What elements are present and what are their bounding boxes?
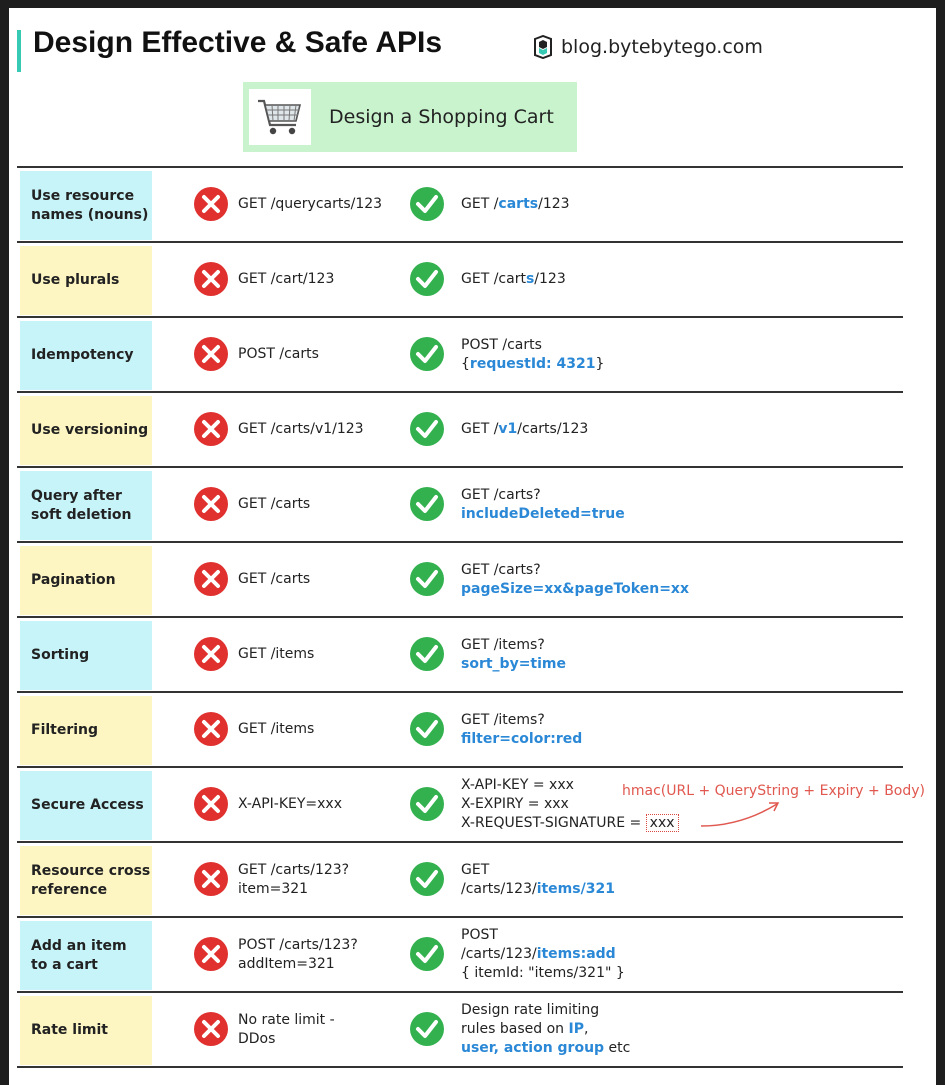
cross-icon xyxy=(193,486,229,522)
good-example xyxy=(461,468,625,541)
rule-label-line: Sorting xyxy=(31,647,90,664)
check-icon xyxy=(409,261,445,297)
bad-example xyxy=(238,468,310,541)
table-row xyxy=(17,693,903,768)
table-row xyxy=(17,243,903,318)
good-example-line xyxy=(461,926,625,945)
cross-icon xyxy=(193,936,229,972)
text-fragment: X-EXPIRY = xxx xyxy=(461,796,569,813)
check-icon xyxy=(409,1011,445,1047)
check-icon xyxy=(409,636,445,672)
good-example xyxy=(461,168,570,241)
cross-icon xyxy=(193,711,229,747)
good-example-line xyxy=(461,336,604,355)
good-example xyxy=(461,693,582,766)
annotation-arrow-icon xyxy=(697,796,797,832)
text-fragment: X-API-KEY = xxx xyxy=(461,777,574,794)
rule-label xyxy=(20,996,152,1065)
good-example-line xyxy=(461,270,566,289)
cross-icon xyxy=(193,786,229,822)
good-example xyxy=(461,243,566,316)
title-accent-bar xyxy=(17,30,21,72)
shopping-cart-icon xyxy=(256,97,304,137)
bad-example xyxy=(238,393,364,466)
good-example-line xyxy=(461,1001,630,1020)
bad-example-line: POST /carts xyxy=(238,346,319,363)
bad-example-line: addItem=321 xyxy=(238,955,335,972)
highlighted-fragment: pageSize=xx&pageToken=xx xyxy=(461,580,689,597)
table-row xyxy=(17,318,903,393)
rule-label xyxy=(20,771,152,840)
signature-value-box: xxx xyxy=(646,814,679,832)
check-icon xyxy=(409,861,445,897)
highlighted-fragment: items/321 xyxy=(536,880,615,897)
text-fragment: POST /carts xyxy=(461,336,542,353)
cross-icon xyxy=(193,411,229,447)
text-fragment: GET / xyxy=(461,421,499,438)
rule-label xyxy=(20,921,152,990)
rule-label xyxy=(20,396,152,465)
check-icon xyxy=(409,786,445,822)
good-example xyxy=(461,768,679,841)
bad-example-line: GET /carts xyxy=(238,496,311,513)
highlighted-fragment: carts xyxy=(498,196,539,213)
table-row xyxy=(17,918,903,993)
bad-example xyxy=(238,843,349,916)
rule-label-line: Use versioning xyxy=(31,422,149,439)
text-fragment: GET / xyxy=(461,196,499,213)
rule-label xyxy=(20,546,152,615)
bad-example-line: No rate limit - xyxy=(238,1011,335,1028)
table-row xyxy=(17,393,903,468)
api-rules-table xyxy=(17,166,925,1068)
rule-label-line: Use resource xyxy=(31,188,135,205)
highlighted-fragment: IP xyxy=(568,1021,584,1038)
rule-label-line: to a cart xyxy=(31,956,98,973)
highlighted-fragment: requestId: 4321 xyxy=(469,355,596,372)
check-icon xyxy=(409,186,445,222)
bad-example xyxy=(238,618,314,691)
bad-example-line: POST /carts/123? xyxy=(238,936,358,953)
check-icon xyxy=(409,486,445,522)
bad-example-line: GET /items xyxy=(238,646,315,663)
rule-label xyxy=(20,471,152,540)
text-fragment: } xyxy=(595,355,605,372)
good-example-line xyxy=(461,945,625,964)
rule-label-line: names (nouns) xyxy=(31,206,149,223)
infographic xyxy=(9,8,936,1085)
text-fragment: { xyxy=(461,355,470,372)
text-fragment: GET /items? xyxy=(461,636,545,653)
bad-example xyxy=(238,243,334,316)
bad-example xyxy=(238,768,342,841)
shopping-cart-icon-box xyxy=(249,89,311,145)
rule-label-line: Rate limit xyxy=(31,1022,108,1039)
bad-example xyxy=(238,168,382,241)
good-example-line xyxy=(461,1039,630,1058)
bad-example-line: GET /querycarts/123 xyxy=(238,196,383,213)
good-example xyxy=(461,918,625,991)
rule-label xyxy=(20,846,152,915)
cross-icon xyxy=(193,186,229,222)
rule-label xyxy=(20,696,152,765)
cross-icon xyxy=(193,336,229,372)
good-example-line xyxy=(461,636,566,655)
text-fragment: POST xyxy=(461,927,498,944)
rule-label-line: Resource cross xyxy=(31,863,151,880)
rule-label-line: Secure Access xyxy=(31,797,144,814)
good-example-line xyxy=(461,711,582,730)
cross-icon xyxy=(193,636,229,672)
good-example-line xyxy=(461,580,689,599)
table-row xyxy=(17,468,903,543)
bad-example-line: GET /items xyxy=(238,721,315,738)
shopping-cart-banner xyxy=(243,82,577,152)
text-fragment: GET xyxy=(461,861,490,878)
bad-example xyxy=(238,993,335,1066)
rule-label xyxy=(20,621,152,690)
check-icon xyxy=(409,411,445,447)
text-fragment: GET /carts? xyxy=(461,486,541,503)
table-row xyxy=(17,543,903,618)
table-row xyxy=(17,843,903,918)
text-fragment: etc xyxy=(604,1039,631,1056)
bytebytego-logo-icon xyxy=(532,35,554,59)
table-row xyxy=(17,768,925,843)
page-title: Design Effective & Safe APIs xyxy=(33,26,443,59)
cross-icon xyxy=(193,1011,229,1047)
rule-label-line: Query after xyxy=(31,488,122,505)
good-example-line xyxy=(461,655,566,674)
brand xyxy=(532,35,763,59)
text-fragment: /carts/123/ xyxy=(461,880,537,897)
text-fragment: /carts/123 xyxy=(517,421,589,438)
text-fragment: /carts/123/ xyxy=(461,946,537,963)
bad-example-line: GET /cart/123 xyxy=(238,271,335,288)
bad-example-line: GET /carts/123? xyxy=(238,861,350,878)
rule-label-line: Idempotency xyxy=(31,347,134,364)
good-example xyxy=(461,993,630,1066)
bad-example xyxy=(238,543,310,616)
table-row xyxy=(17,168,903,243)
good-example xyxy=(461,543,689,616)
highlighted-fragment: filter=color:red xyxy=(461,730,583,747)
good-example-line xyxy=(461,561,689,580)
check-icon xyxy=(409,561,445,597)
cross-icon xyxy=(193,561,229,597)
check-icon xyxy=(409,711,445,747)
rule-label-line: soft deletion xyxy=(31,506,132,523)
rule-label-line: Filtering xyxy=(31,722,99,739)
text-fragment: , xyxy=(583,1021,589,1038)
text-fragment: { itemId: "items/321" } xyxy=(461,964,625,981)
rule-label-line: Pagination xyxy=(31,572,116,589)
table-row xyxy=(17,618,903,693)
banner-title: Design a Shopping Cart xyxy=(329,106,554,128)
rule-label-line: Use plurals xyxy=(31,272,120,289)
highlighted-fragment: items:add xyxy=(536,946,616,963)
highlighted-fragment: user, action group xyxy=(461,1039,605,1056)
rule-label xyxy=(20,321,152,390)
bad-example-line: item=321 xyxy=(238,880,309,897)
good-example-line xyxy=(461,505,625,524)
highlighted-fragment: includeDeleted=true xyxy=(461,505,625,522)
good-example-line xyxy=(461,880,615,899)
check-icon xyxy=(409,336,445,372)
brand-url: blog.bytebytego.com xyxy=(561,36,763,58)
cross-icon xyxy=(193,261,229,297)
text-fragment: X-REQUEST-SIGNATURE = xyxy=(461,814,646,831)
check-icon xyxy=(409,936,445,972)
bad-example-line: DDos xyxy=(238,1030,276,1047)
highlighted-fragment: sort_by=time xyxy=(461,655,566,672)
bad-example-line: GET /carts xyxy=(238,571,311,588)
good-example-line xyxy=(461,195,570,214)
good-example-line xyxy=(461,1020,630,1039)
bad-example xyxy=(238,318,319,391)
text-fragment: /123 xyxy=(534,271,566,288)
good-example xyxy=(461,843,615,916)
good-example-line xyxy=(461,486,625,505)
bad-example xyxy=(238,693,314,766)
hmac-annotation: hmac(URL + QueryString + Expiry + Body) xyxy=(622,783,925,799)
rule-label xyxy=(20,246,152,315)
good-example-line xyxy=(461,861,615,880)
rule-label-line: reference xyxy=(31,881,108,898)
text-fragment: GET /carts? xyxy=(461,561,541,578)
good-example xyxy=(461,618,566,691)
rule-label-line: Add an item xyxy=(31,938,127,955)
bad-example-line: X-API-KEY=xxx xyxy=(238,796,343,813)
highlighted-fragment: s xyxy=(525,271,535,288)
bad-example xyxy=(238,918,358,991)
text-fragment: GET /cart xyxy=(461,271,526,288)
highlighted-fragment: v1 xyxy=(498,421,518,438)
text-fragment: GET /items? xyxy=(461,711,545,728)
text-fragment: Design rate limiting xyxy=(461,1002,600,1019)
good-example xyxy=(461,393,588,466)
cross-icon xyxy=(193,861,229,897)
good-example xyxy=(461,318,604,391)
bad-example-line: GET /carts/v1/123 xyxy=(238,421,364,438)
text-fragment: /123 xyxy=(538,196,570,213)
good-example-line xyxy=(461,964,625,983)
good-example-line xyxy=(461,730,582,749)
good-example-line xyxy=(461,420,588,439)
good-example-line xyxy=(461,814,679,833)
rule-label xyxy=(20,171,152,240)
good-example-line xyxy=(461,355,604,374)
text-fragment: rules based on xyxy=(461,1021,569,1038)
table-row xyxy=(17,993,903,1068)
